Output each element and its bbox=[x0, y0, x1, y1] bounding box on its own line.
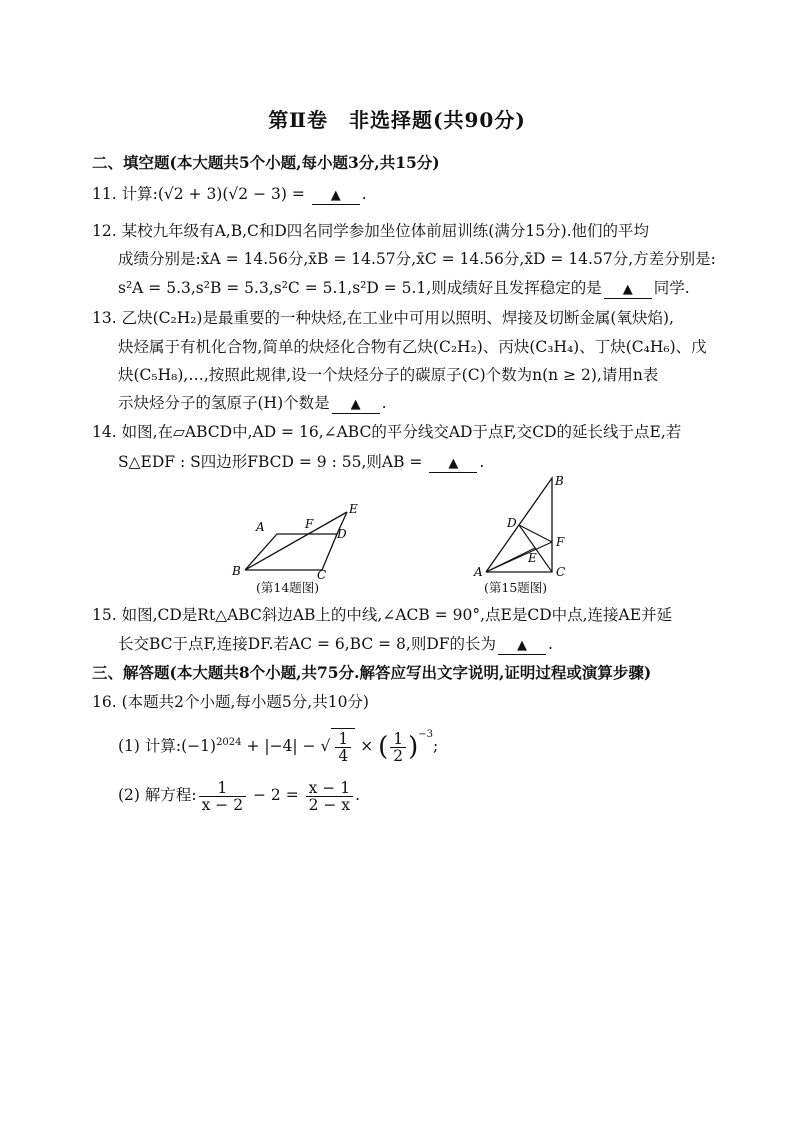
q16-p2-mid: − 2 = bbox=[248, 786, 304, 804]
blank-mark-icon: ▲ bbox=[350, 397, 361, 412]
answer-blank-13[interactable] bbox=[332, 395, 380, 414]
answer-blank-15[interactable] bbox=[498, 636, 546, 655]
fig14-label-E: E bbox=[349, 502, 358, 516]
section-2-heading: 二、填空题(本大题共5个小题,每小题3分,共15分) bbox=[92, 153, 440, 172]
q16-p2-frac1-den: x − 2 bbox=[201, 795, 244, 814]
question-13-line-1: 13. 乙炔(C₂H₂)是最重要的一种炔烃,在工业中可用以照明、焊接及切断金属(氧炔焰), bbox=[92, 309, 674, 327]
q16-p1-prefix: (1) 计算: bbox=[118, 737, 182, 755]
fig15-label-B: B bbox=[555, 474, 564, 488]
q16-p1-frac-den: 4 bbox=[338, 746, 349, 765]
q14-text: S△EDF : S四边形FBCD = 9 : 55,则AB = bbox=[118, 453, 428, 471]
left-paren-icon: ( bbox=[378, 732, 389, 762]
right-paren-icon: ) bbox=[408, 732, 419, 762]
question-13-line-3: 炔(C₅H₈),…,按照此规律,设一个炔烃分子的碳原子(C)个数为n(n ≥ 2),请用n表 bbox=[118, 366, 659, 384]
q16-p1-exponent: 2024 bbox=[216, 736, 242, 748]
q16-p2-frac2-den: 2 − x bbox=[308, 795, 351, 814]
question-14-line-1: 14. 如图,在▱ABCD中,AD = 16,∠ABC的平分线交AD于点F,交CD的延长线于点E,若 bbox=[92, 423, 682, 441]
q16-p2-prefix: (2) 解方程: bbox=[118, 786, 197, 804]
fig14-label-D: D bbox=[337, 527, 347, 541]
blank-mark-icon: ▲ bbox=[448, 456, 459, 471]
question-13-line-4 bbox=[118, 392, 387, 414]
question-12-line-2: 成绩分别是:x̄A = 14.56分,x̄B = 14.57分,x̄C = 14.56分,x̄D = 14.57分,方差分别是: bbox=[118, 250, 716, 268]
question-11 bbox=[92, 183, 367, 205]
fig14-label-A: A bbox=[256, 520, 265, 534]
fig14-label-F: F bbox=[305, 517, 314, 531]
blank-mark-icon: ▲ bbox=[517, 638, 528, 653]
question-16-heading: 16. (本题共2个小题,每小题5分,共10分) bbox=[92, 693, 369, 711]
blank-mark-icon: ▲ bbox=[330, 188, 341, 203]
q12-end: 同学. bbox=[653, 279, 690, 297]
q15-text: 长交BC于点F,连接DF.若AC = 6,BC = 8,则DF的长为 bbox=[118, 635, 497, 653]
q16-p1-frac2 bbox=[390, 731, 406, 764]
q16-p1-frac2-den: 2 bbox=[393, 746, 404, 765]
question-12-line-1: 12. 某校九年级有A,B,C和D四名同学参加坐位体前屈训练(满分15分).他们的平均 bbox=[92, 222, 650, 240]
question-15-line-2 bbox=[118, 633, 553, 655]
page-title: 第Ⅱ卷 非选择题(共90分) bbox=[268, 108, 526, 132]
question-15-line-1: 15. 如图,CD是Rt△ABC斜边AB上的中线,∠ACB = 90°,点E是CD中点,连接AE并延 bbox=[92, 606, 673, 624]
question-16-part-2 bbox=[118, 778, 360, 813]
q16-p1-frac-num: 1 bbox=[335, 731, 351, 748]
fig14-label-C: C bbox=[317, 568, 327, 580]
q11-eq: = bbox=[286, 185, 310, 203]
q11-prefix: 11. 计算: bbox=[92, 185, 158, 203]
q16-p2-frac-left bbox=[199, 780, 246, 813]
fig15-label-C: C bbox=[556, 565, 566, 578]
answer-blank-11[interactable] bbox=[312, 186, 360, 205]
q16-p2-frac-right bbox=[306, 780, 353, 813]
question-13-line-2: 炔烃属于有机化合物,简单的炔烃化合物有乙炔(C₂H₂)、丙炔(C₃H₄)、丁炔(C₄H₆)、戊 bbox=[118, 338, 707, 356]
q13-text: 示炔烃分子的氢原子(H)个数是 bbox=[118, 394, 330, 412]
q16-p1-end: ; bbox=[433, 737, 439, 755]
section-3-heading: 三、解答题(本大题共8个小题,共75分.解答应写出文字说明,证明过程或演算步骤) bbox=[92, 663, 652, 682]
fig14-label-B: B bbox=[232, 564, 241, 578]
question-14-line-2 bbox=[118, 451, 484, 473]
q16-p1-abs: + |−4| − bbox=[241, 737, 321, 755]
q14-end: . bbox=[479, 453, 485, 471]
figure-15-triangle bbox=[470, 470, 580, 578]
fig15-label-E: E bbox=[528, 551, 537, 565]
q13-end: . bbox=[381, 394, 387, 412]
q12-variances: s²A = 5.3,s²B = 5.3,s²C = 5.1,s²D = 5.1,则成绩好且发挥稳定的是 bbox=[118, 279, 602, 297]
q11-end: . bbox=[361, 185, 367, 203]
figure-14-parallelogram bbox=[225, 500, 375, 580]
fig15-label-A: A bbox=[474, 565, 483, 578]
answer-blank-12[interactable] bbox=[604, 280, 652, 299]
q16-p1-base: (−1) bbox=[181, 737, 217, 755]
fig15-label-D: D bbox=[507, 516, 517, 530]
figure-14-caption: (第14题图) bbox=[256, 580, 320, 595]
q16-p2-end: . bbox=[355, 786, 360, 804]
q16-p2-frac2-num: x − 1 bbox=[306, 780, 353, 797]
q16-p1-frac2-num: 1 bbox=[390, 731, 406, 748]
question-12-line-3 bbox=[118, 277, 690, 299]
fig15-label-F: F bbox=[556, 535, 565, 549]
q16-p1-times: × bbox=[355, 737, 379, 755]
q16-p1-sqrt bbox=[331, 728, 355, 764]
blank-mark-icon: ▲ bbox=[622, 282, 633, 297]
figure-15-caption: (第15题图) bbox=[484, 580, 548, 595]
sqrt-sign-icon: √ bbox=[320, 737, 331, 755]
q16-p1-exponent-2: −3 bbox=[418, 729, 434, 740]
q15-end: . bbox=[548, 635, 553, 653]
q16-p2-frac1-num: 1 bbox=[199, 780, 246, 797]
q11-expr-a: (√2 + 3) bbox=[157, 185, 223, 203]
q16-p1-frac bbox=[335, 731, 351, 764]
q11-expr-b: (√2 − 3) bbox=[222, 185, 287, 203]
question-16-part-1 bbox=[118, 728, 438, 764]
